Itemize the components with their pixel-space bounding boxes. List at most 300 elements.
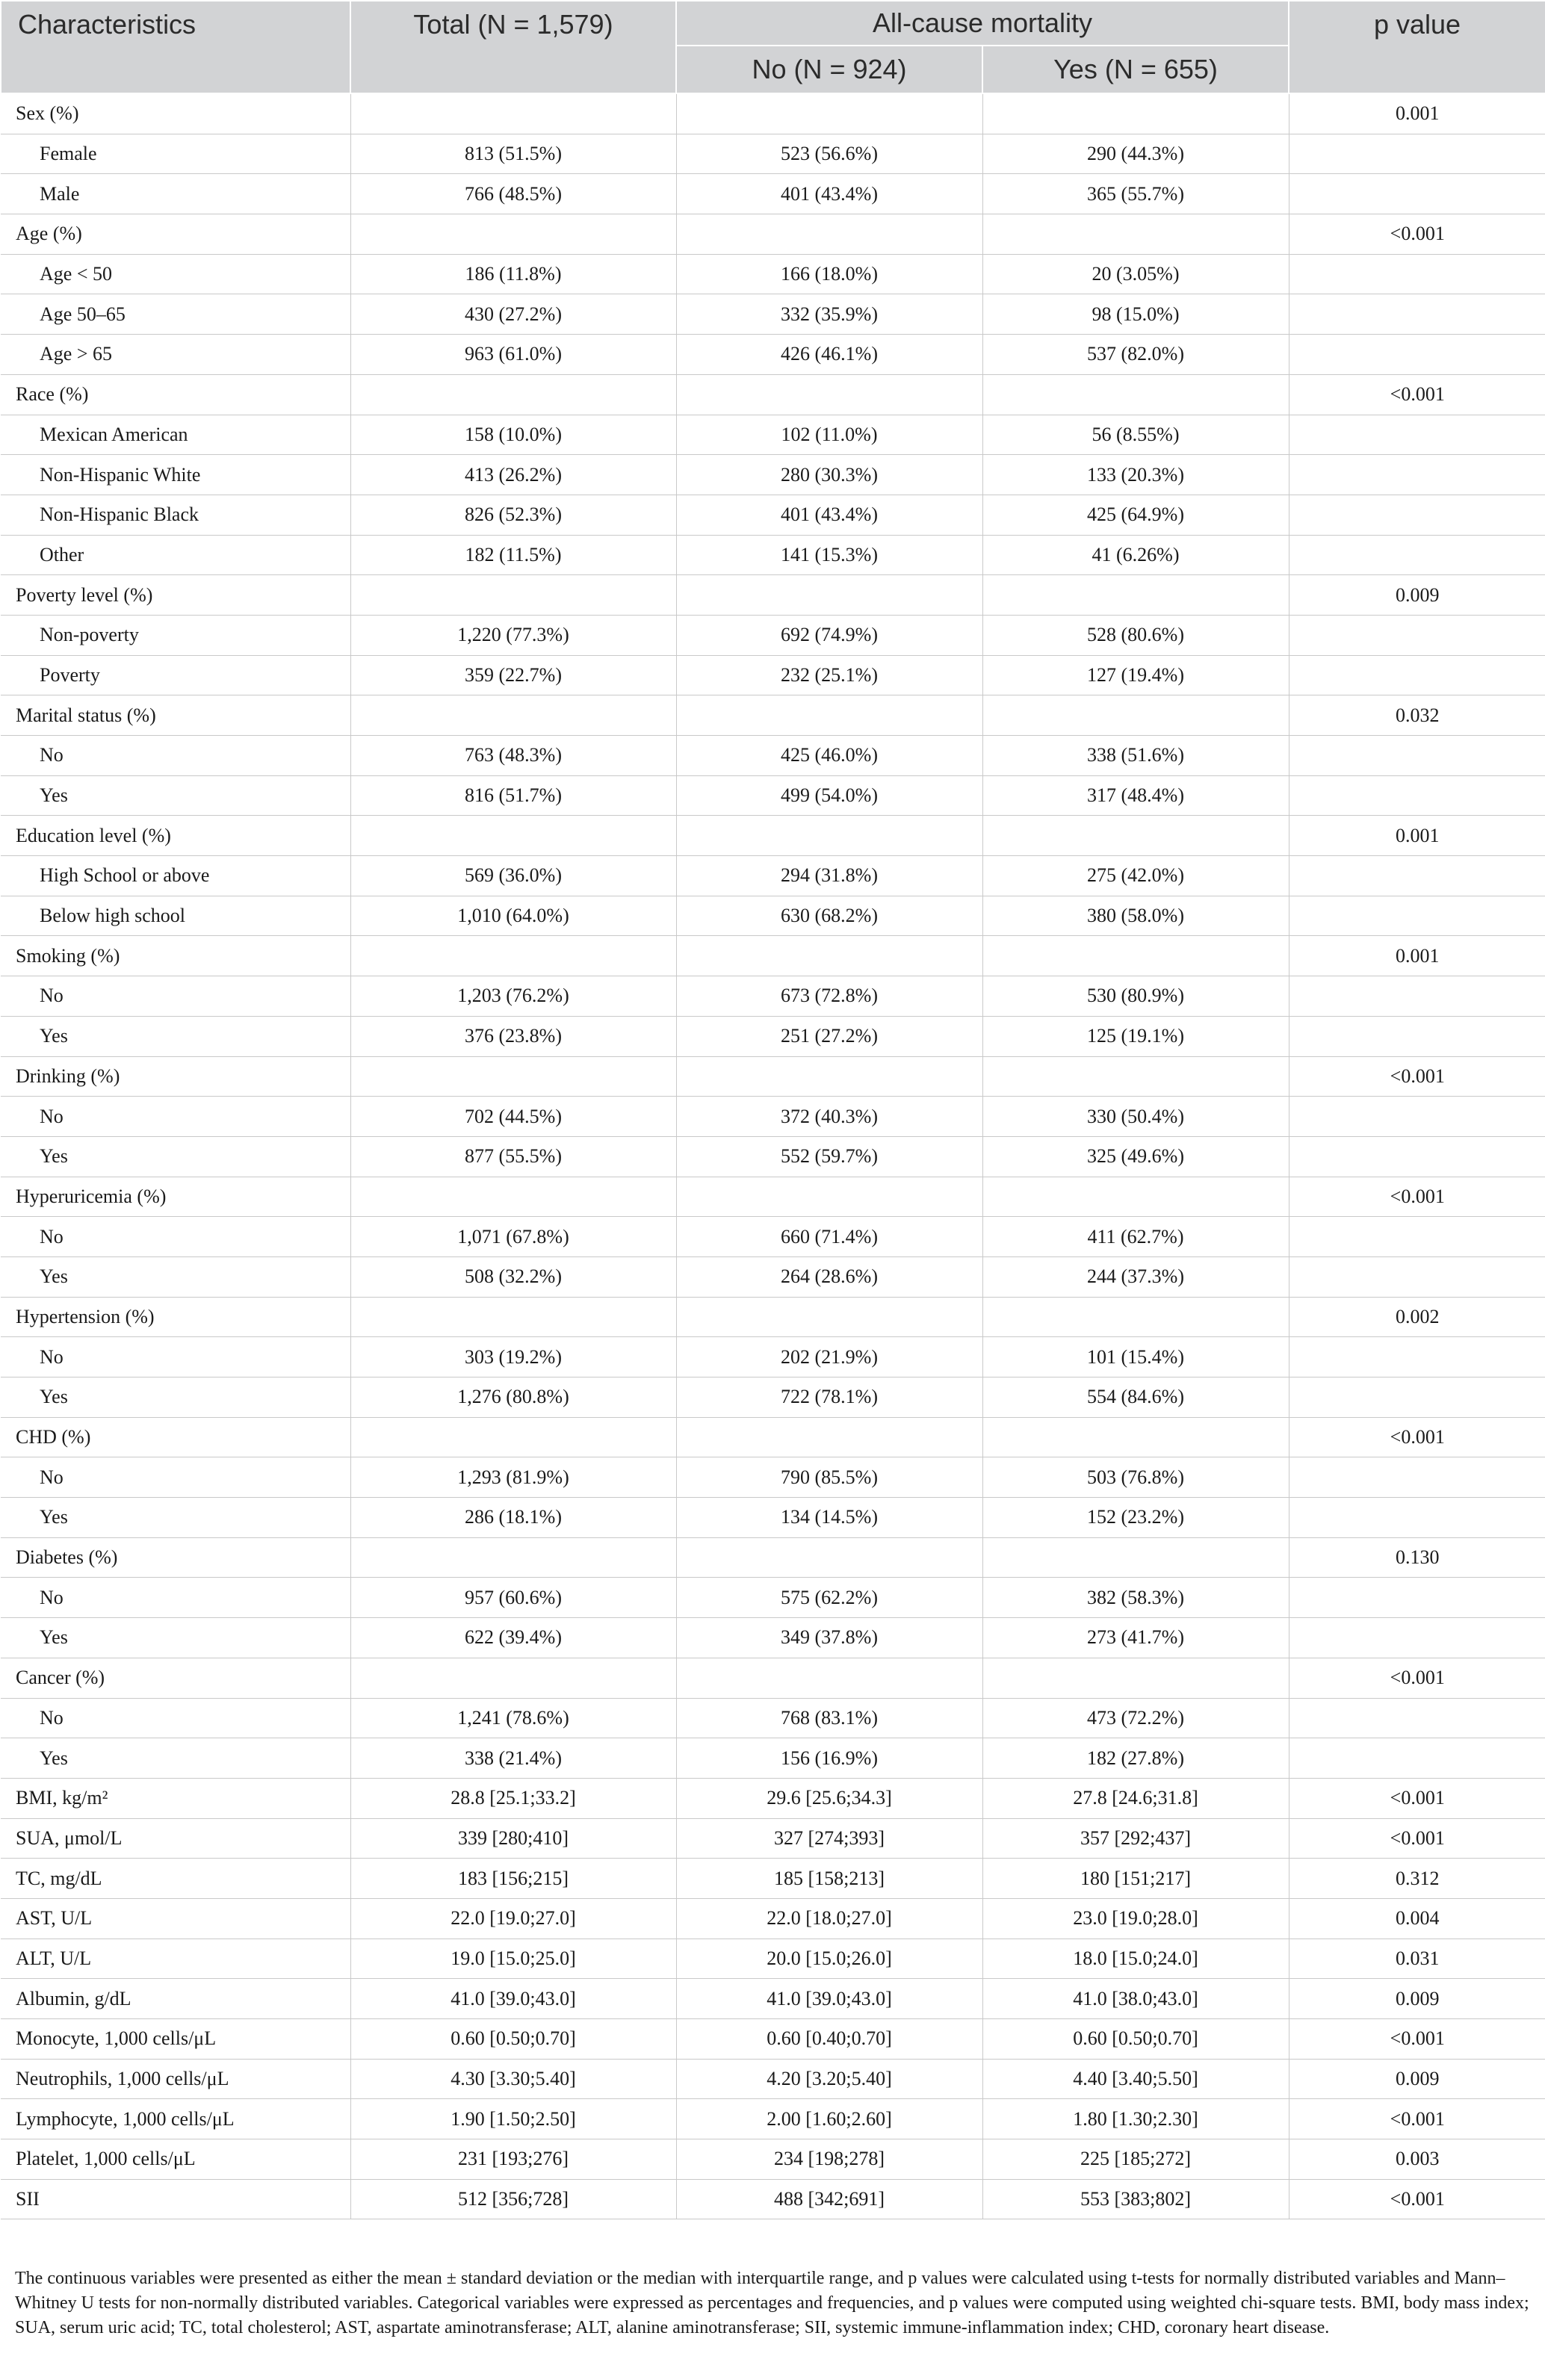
table-row [1, 1618, 1545, 1658]
row-label-cell: SII [1, 2179, 350, 2219]
total-cell [350, 936, 676, 976]
p-value-cell [1289, 775, 1545, 816]
mortality-no-cell: 401 (43.4%) [676, 495, 982, 535]
row-label-cell: Yes [1, 775, 350, 816]
p-value-cell: <0.001 [1289, 2099, 1545, 2139]
p-value-cell [1289, 615, 1545, 655]
mortality-yes-cell: 330 (50.4%) [982, 1097, 1289, 1137]
mortality-no-cell [676, 374, 982, 415]
mortality-yes-cell [982, 575, 1289, 616]
total-cell: 41.0 [39.0;43.0] [350, 1979, 676, 2019]
total-cell: 339 [280;410] [350, 1818, 676, 1859]
row-label-cell: Albumin, g/dL [1, 1979, 350, 2019]
mortality-no-cell: 401 (43.4%) [676, 174, 982, 214]
mortality-no-cell: 102 (11.0%) [676, 415, 982, 455]
p-value-cell: 0.031 [1289, 1939, 1545, 1979]
table-row [1, 93, 1545, 134]
header-characteristics: Characteristics [1, 1, 350, 93]
p-value-cell: <0.001 [1289, 2019, 1545, 2060]
row-label-cell: No [1, 1337, 350, 1378]
p-value-cell: 0.003 [1289, 2139, 1545, 2180]
p-value-cell [1289, 1097, 1545, 1137]
mortality-yes-cell: 382 (58.3%) [982, 1578, 1289, 1618]
mortality-no-cell: 426 (46.1%) [676, 335, 982, 375]
p-value-cell: <0.001 [1289, 1778, 1545, 1818]
mortality-yes-cell: 425 (64.9%) [982, 495, 1289, 535]
table-header [1, 1, 1545, 93]
row-label-cell: Smoking (%) [1, 936, 350, 976]
row-label-cell: Yes [1, 1136, 350, 1177]
row-label-cell: AST, U/L [1, 1898, 350, 1939]
row-label-cell: Yes [1, 1618, 350, 1658]
table-row [1, 335, 1545, 375]
total-cell: 1,220 (77.3%) [350, 615, 676, 655]
p-value-cell: 0.001 [1289, 816, 1545, 856]
total-cell: 963 (61.0%) [350, 335, 676, 375]
mortality-no-cell: 232 (25.1%) [676, 655, 982, 695]
table-row [1, 736, 1545, 776]
p-value-cell [1289, 455, 1545, 495]
mortality-no-cell [676, 93, 982, 134]
total-cell: 182 (11.5%) [350, 535, 676, 575]
row-label-cell: Yes [1, 1738, 350, 1779]
p-value-cell [1289, 1136, 1545, 1177]
p-value-cell: 0.009 [1289, 575, 1545, 616]
table-row [1, 2059, 1545, 2099]
total-cell: 622 (39.4%) [350, 1618, 676, 1658]
mortality-yes-cell [982, 816, 1289, 856]
p-value-cell [1289, 1217, 1545, 1257]
mortality-no-cell [676, 575, 982, 616]
total-cell: 957 (60.6%) [350, 1578, 676, 1618]
mortality-no-cell [676, 936, 982, 976]
p-value-cell [1289, 415, 1545, 455]
p-value-cell: <0.001 [1289, 1056, 1545, 1097]
total-cell: 303 (19.2%) [350, 1337, 676, 1378]
mortality-no-cell: 156 (16.9%) [676, 1738, 982, 1779]
row-label-cell: Female [1, 134, 350, 174]
mortality-no-cell [676, 1417, 982, 1457]
table-row [1, 896, 1545, 936]
total-cell: 813 (51.5%) [350, 134, 676, 174]
row-label-cell: Hyperuricemia (%) [1, 1177, 350, 1217]
total-cell: 702 (44.5%) [350, 1097, 676, 1137]
total-cell: 376 (23.8%) [350, 1016, 676, 1056]
p-value-cell: <0.001 [1289, 2179, 1545, 2219]
total-cell: 512 [356;728] [350, 2179, 676, 2219]
table-row [1, 1537, 1545, 1578]
row-label-cell: Non-Hispanic Black [1, 495, 350, 535]
table-row [1, 2179, 1545, 2219]
row-label-cell: Non-Hispanic White [1, 455, 350, 495]
row-label-cell: High School or above [1, 856, 350, 896]
mortality-yes-cell: 127 (19.4%) [982, 655, 1289, 695]
table-row [1, 535, 1545, 575]
header-mortality-yes: Yes (N = 655) [982, 46, 1289, 93]
mortality-yes-cell: 554 (84.6%) [982, 1378, 1289, 1418]
mortality-yes-cell: 411 (62.7%) [982, 1217, 1289, 1257]
mortality-yes-cell [982, 936, 1289, 976]
total-cell [350, 1658, 676, 1698]
p-value-cell [1289, 976, 1545, 1017]
p-value-cell [1289, 294, 1545, 335]
table-row [1, 254, 1545, 294]
mortality-no-cell: 22.0 [18.0;27.0] [676, 1898, 982, 1939]
table-row [1, 2099, 1545, 2139]
table-row [1, 134, 1545, 174]
total-cell: 1,276 (80.8%) [350, 1378, 676, 1418]
total-cell: 877 (55.5%) [350, 1136, 676, 1177]
table-row [1, 1658, 1545, 1698]
mortality-no-cell: 523 (56.6%) [676, 134, 982, 174]
total-cell: 413 (26.2%) [350, 455, 676, 495]
mortality-yes-cell: 4.40 [3.40;5.50] [982, 2059, 1289, 2099]
total-cell: 826 (52.3%) [350, 495, 676, 535]
mortality-yes-cell: 530 (80.9%) [982, 976, 1289, 1017]
mortality-yes-cell: 101 (15.4%) [982, 1337, 1289, 1378]
mortality-yes-cell: 1.80 [1.30;2.30] [982, 2099, 1289, 2139]
table-row [1, 455, 1545, 495]
mortality-no-cell: 0.60 [0.40;0.70] [676, 2019, 982, 2060]
p-value-cell [1289, 174, 1545, 214]
row-label-cell: Education level (%) [1, 816, 350, 856]
mortality-yes-cell: 182 (27.8%) [982, 1738, 1289, 1779]
mortality-yes-cell: 225 [185;272] [982, 2139, 1289, 2180]
p-value-cell [1289, 335, 1545, 375]
p-value-cell [1289, 134, 1545, 174]
mortality-no-cell: 141 (15.3%) [676, 535, 982, 575]
p-value-cell: 0.032 [1289, 695, 1545, 736]
table-row [1, 976, 1545, 1017]
row-label-cell: No [1, 1457, 350, 1498]
row-label-cell: No [1, 1698, 350, 1738]
mortality-no-cell: 251 (27.2%) [676, 1016, 982, 1056]
p-value-cell: 0.001 [1289, 936, 1545, 976]
table-row [1, 1738, 1545, 1779]
table-row [1, 856, 1545, 896]
row-label-cell: No [1, 976, 350, 1017]
p-value-cell [1289, 535, 1545, 575]
mortality-no-cell: 280 (30.3%) [676, 455, 982, 495]
table-row [1, 495, 1545, 535]
mortality-no-cell: 722 (78.1%) [676, 1378, 982, 1418]
mortality-yes-cell: 528 (80.6%) [982, 615, 1289, 655]
mortality-yes-cell [982, 1537, 1289, 1578]
table-row [1, 1818, 1545, 1859]
mortality-no-cell: 790 (85.5%) [676, 1457, 982, 1498]
row-label-cell: Age > 65 [1, 335, 350, 375]
mortality-yes-cell: 98 (15.0%) [982, 294, 1289, 335]
total-cell: 430 (27.2%) [350, 294, 676, 335]
p-value-cell [1289, 736, 1545, 776]
mortality-yes-cell: 23.0 [19.0;28.0] [982, 1898, 1289, 1939]
p-value-cell: 0.002 [1289, 1297, 1545, 1337]
p-value-cell: 0.001 [1289, 93, 1545, 134]
p-value-cell [1289, 896, 1545, 936]
mortality-yes-cell: 41 (6.26%) [982, 535, 1289, 575]
row-label-cell: Lymphocyte, 1,000 cells/μL [1, 2099, 350, 2139]
mortality-no-cell: 185 [158;213] [676, 1859, 982, 1899]
mortality-no-cell: 202 (21.9%) [676, 1337, 982, 1378]
p-value-cell [1289, 1698, 1545, 1738]
total-cell [350, 214, 676, 255]
mortality-no-cell [676, 1537, 982, 1578]
mortality-yes-cell: 537 (82.0%) [982, 335, 1289, 375]
p-value-cell [1289, 856, 1545, 896]
row-label-cell: Non-poverty [1, 615, 350, 655]
table-body [1, 93, 1545, 2219]
table-row [1, 415, 1545, 455]
mortality-no-cell: 630 (68.2%) [676, 896, 982, 936]
mortality-yes-cell [982, 1297, 1289, 1337]
table-row [1, 1056, 1545, 1097]
total-cell: 1,203 (76.2%) [350, 976, 676, 1017]
mortality-yes-cell: 152 (23.2%) [982, 1498, 1289, 1538]
row-label-cell: Cancer (%) [1, 1658, 350, 1698]
p-value-cell [1289, 1738, 1545, 1779]
mortality-no-cell: 234 [198;278] [676, 2139, 982, 2180]
row-label-cell: Race (%) [1, 374, 350, 415]
total-cell: 4.30 [3.30;5.40] [350, 2059, 676, 2099]
table-row [1, 1378, 1545, 1418]
row-label-cell: Yes [1, 1016, 350, 1056]
mortality-no-cell: 552 (59.7%) [676, 1136, 982, 1177]
mortality-no-cell [676, 214, 982, 255]
p-value-cell [1289, 1337, 1545, 1378]
header-mortality-no: No (N = 924) [676, 46, 982, 93]
p-value-cell: 0.312 [1289, 1859, 1545, 1899]
row-label-cell: Mexican American [1, 415, 350, 455]
total-cell [350, 1177, 676, 1217]
p-value-cell [1289, 495, 1545, 535]
total-cell [350, 695, 676, 736]
row-label-cell: Yes [1, 1378, 350, 1418]
table-row [1, 1337, 1545, 1378]
p-value-cell [1289, 655, 1545, 695]
total-cell: 183 [156;215] [350, 1859, 676, 1899]
p-value-cell: <0.001 [1289, 1177, 1545, 1217]
table-row [1, 1698, 1545, 1738]
row-label-cell: Sex (%) [1, 93, 350, 134]
mortality-no-cell: 660 (71.4%) [676, 1217, 982, 1257]
table-row [1, 1297, 1545, 1337]
row-label-cell: No [1, 1578, 350, 1618]
row-label-cell: Diabetes (%) [1, 1537, 350, 1578]
p-value-cell [1289, 1618, 1545, 1658]
table-row [1, 2019, 1545, 2060]
table-row [1, 1979, 1545, 2019]
total-cell: 1,241 (78.6%) [350, 1698, 676, 1738]
mortality-yes-cell: 365 (55.7%) [982, 174, 1289, 214]
row-label-cell: No [1, 1097, 350, 1137]
total-cell: 359 (22.7%) [350, 655, 676, 695]
table-row [1, 1177, 1545, 1217]
total-cell: 816 (51.7%) [350, 775, 676, 816]
p-value-cell [1289, 1457, 1545, 1498]
table-row [1, 374, 1545, 415]
mortality-no-cell [676, 1658, 982, 1698]
row-label-cell: Drinking (%) [1, 1056, 350, 1097]
mortality-yes-cell: 180 [151;217] [982, 1859, 1289, 1899]
table-row [1, 1859, 1545, 1899]
table-row [1, 1136, 1545, 1177]
mortality-no-cell: 41.0 [39.0;43.0] [676, 1979, 982, 2019]
mortality-yes-cell [982, 374, 1289, 415]
mortality-no-cell [676, 816, 982, 856]
row-label-cell: Below high school [1, 896, 350, 936]
p-value-cell: <0.001 [1289, 374, 1545, 415]
mortality-yes-cell: 133 (20.3%) [982, 455, 1289, 495]
total-cell: 28.8 [25.1;33.2] [350, 1778, 676, 1818]
total-cell: 186 (11.8%) [350, 254, 676, 294]
table-row [1, 695, 1545, 736]
mortality-no-cell: 768 (83.1%) [676, 1698, 982, 1738]
mortality-yes-cell: 56 (8.55%) [982, 415, 1289, 455]
row-label-cell: Yes [1, 1256, 350, 1297]
row-label-cell: Neutrophils, 1,000 cells/μL [1, 2059, 350, 2099]
total-cell: 1,010 (64.0%) [350, 896, 676, 936]
row-label-cell: BMI, kg/m² [1, 1778, 350, 1818]
mortality-yes-cell [982, 214, 1289, 255]
total-cell: 508 (32.2%) [350, 1256, 676, 1297]
row-label-cell: Age (%) [1, 214, 350, 255]
mortality-no-cell [676, 1177, 982, 1217]
p-value-cell: <0.001 [1289, 1417, 1545, 1457]
mortality-yes-cell: 553 [383;802] [982, 2179, 1289, 2219]
mortality-yes-cell [982, 1658, 1289, 1698]
mortality-yes-cell: 0.60 [0.50;0.70] [982, 2019, 1289, 2060]
p-value-cell: <0.001 [1289, 214, 1545, 255]
total-cell: 231 [193;276] [350, 2139, 676, 2180]
table-row [1, 575, 1545, 616]
mortality-yes-cell: 503 (76.8%) [982, 1457, 1289, 1498]
p-value-cell: 0.004 [1289, 1898, 1545, 1939]
mortality-yes-cell: 27.8 [24.6;31.8] [982, 1778, 1289, 1818]
mortality-yes-cell: 338 (51.6%) [982, 736, 1289, 776]
table-row [1, 1498, 1545, 1538]
p-value-cell [1289, 254, 1545, 294]
total-cell: 158 (10.0%) [350, 415, 676, 455]
row-label-cell: Other [1, 535, 350, 575]
mortality-no-cell: 372 (40.3%) [676, 1097, 982, 1137]
mortality-yes-cell [982, 1177, 1289, 1217]
total-cell: 338 (21.4%) [350, 1738, 676, 1779]
table-row [1, 1578, 1545, 1618]
table-row [1, 1417, 1545, 1457]
table-row [1, 174, 1545, 214]
mortality-no-cell: 264 (28.6%) [676, 1256, 982, 1297]
table-row [1, 1457, 1545, 1498]
mortality-no-cell: 166 (18.0%) [676, 254, 982, 294]
p-value-cell [1289, 1016, 1545, 1056]
row-label-cell: Platelet, 1,000 cells/μL [1, 2139, 350, 2180]
mortality-yes-cell [982, 695, 1289, 736]
total-cell [350, 575, 676, 616]
row-label-cell: Yes [1, 1498, 350, 1538]
table-row [1, 1097, 1545, 1137]
mortality-yes-cell: 357 [292;437] [982, 1818, 1289, 1859]
table-row [1, 1217, 1545, 1257]
mortality-no-cell: 29.6 [25.6;34.3] [676, 1778, 982, 1818]
p-value-cell: 0.009 [1289, 1979, 1545, 2019]
mortality-yes-cell: 380 (58.0%) [982, 896, 1289, 936]
mortality-yes-cell: 41.0 [38.0;43.0] [982, 1979, 1289, 2019]
header-all-cause-mortality: All-cause mortality [676, 1, 1289, 46]
total-cell: 569 (36.0%) [350, 856, 676, 896]
mortality-yes-cell: 18.0 [15.0;24.0] [982, 1939, 1289, 1979]
table-row [1, 214, 1545, 255]
total-cell: 22.0 [19.0;27.0] [350, 1898, 676, 1939]
mortality-yes-cell: 473 (72.2%) [982, 1698, 1289, 1738]
row-label-cell: Male [1, 174, 350, 214]
total-cell [350, 1537, 676, 1578]
mortality-yes-cell: 317 (48.4%) [982, 775, 1289, 816]
mortality-no-cell: 332 (35.9%) [676, 294, 982, 335]
row-label-cell: SUA, μmol/L [1, 1818, 350, 1859]
mortality-no-cell: 4.20 [3.20;5.40] [676, 2059, 982, 2099]
mortality-no-cell: 20.0 [15.0;26.0] [676, 1939, 982, 1979]
mortality-no-cell [676, 1297, 982, 1337]
total-cell: 1,071 (67.8%) [350, 1217, 676, 1257]
table-row [1, 775, 1545, 816]
p-value-cell [1289, 1578, 1545, 1618]
total-cell: 19.0 [15.0;25.0] [350, 1939, 676, 1979]
total-cell: 763 (48.3%) [350, 736, 676, 776]
mortality-yes-cell: 273 (41.7%) [982, 1618, 1289, 1658]
mortality-yes-cell [982, 93, 1289, 134]
row-label-cell: Hypertension (%) [1, 1297, 350, 1337]
total-cell [350, 1056, 676, 1097]
row-label-cell: Poverty [1, 655, 350, 695]
table-footnote: The continuous variables were presented as either the mean ± standard deviation or the median with interquartile range, and p values were calculated using t-tests for normally distributed variables and Mann–Whitney U tests for non-normally distributed variables. Categorical variables were expressed as percentages and frequencies, and p values were computed using weighted chi-square tests. BMI, body mass index; SUA, serum uric acid; TC, total cholesterol; AST, aspartate aminotransferase; ALT, alanine aminotransferase; SII, systemic immune-inflammation index; CHD, coronary heart disease. [15, 2269, 1529, 2337]
row-label-cell: Age 50–65 [1, 294, 350, 335]
mortality-no-cell: 692 (74.9%) [676, 615, 982, 655]
mortality-yes-cell: 290 (44.3%) [982, 134, 1289, 174]
total-cell: 286 (18.1%) [350, 1498, 676, 1538]
mortality-yes-cell: 275 (42.0%) [982, 856, 1289, 896]
total-cell [350, 93, 676, 134]
header-p-value: p value [1289, 1, 1545, 93]
table-row [1, 1939, 1545, 1979]
total-cell: 766 (48.5%) [350, 174, 676, 214]
row-label-cell: TC, mg/dL [1, 1859, 350, 1899]
p-value-cell: 0.130 [1289, 1537, 1545, 1578]
table-row [1, 655, 1545, 695]
total-cell [350, 1297, 676, 1337]
total-cell [350, 1417, 676, 1457]
mortality-no-cell: 294 (31.8%) [676, 856, 982, 896]
table-row [1, 294, 1545, 335]
table-row [1, 936, 1545, 976]
table-row [1, 1016, 1545, 1056]
row-label-cell: Age < 50 [1, 254, 350, 294]
row-label-cell: Monocyte, 1,000 cells/μL [1, 2019, 350, 2060]
row-label-cell: Marital status (%) [1, 695, 350, 736]
mortality-no-cell [676, 1056, 982, 1097]
p-value-cell [1289, 1378, 1545, 1418]
mortality-no-cell: 327 [274;393] [676, 1818, 982, 1859]
total-cell [350, 816, 676, 856]
total-cell: 0.60 [0.50;0.70] [350, 2019, 676, 2060]
mortality-no-cell: 499 (54.0%) [676, 775, 982, 816]
row-label-cell: No [1, 736, 350, 776]
total-cell: 1.90 [1.50;2.50] [350, 2099, 676, 2139]
mortality-no-cell [676, 695, 982, 736]
mortality-yes-cell [982, 1417, 1289, 1457]
p-value-cell [1289, 1256, 1545, 1297]
mortality-no-cell: 2.00 [1.60;2.60] [676, 2099, 982, 2139]
total-cell: 1,293 (81.9%) [350, 1457, 676, 1498]
